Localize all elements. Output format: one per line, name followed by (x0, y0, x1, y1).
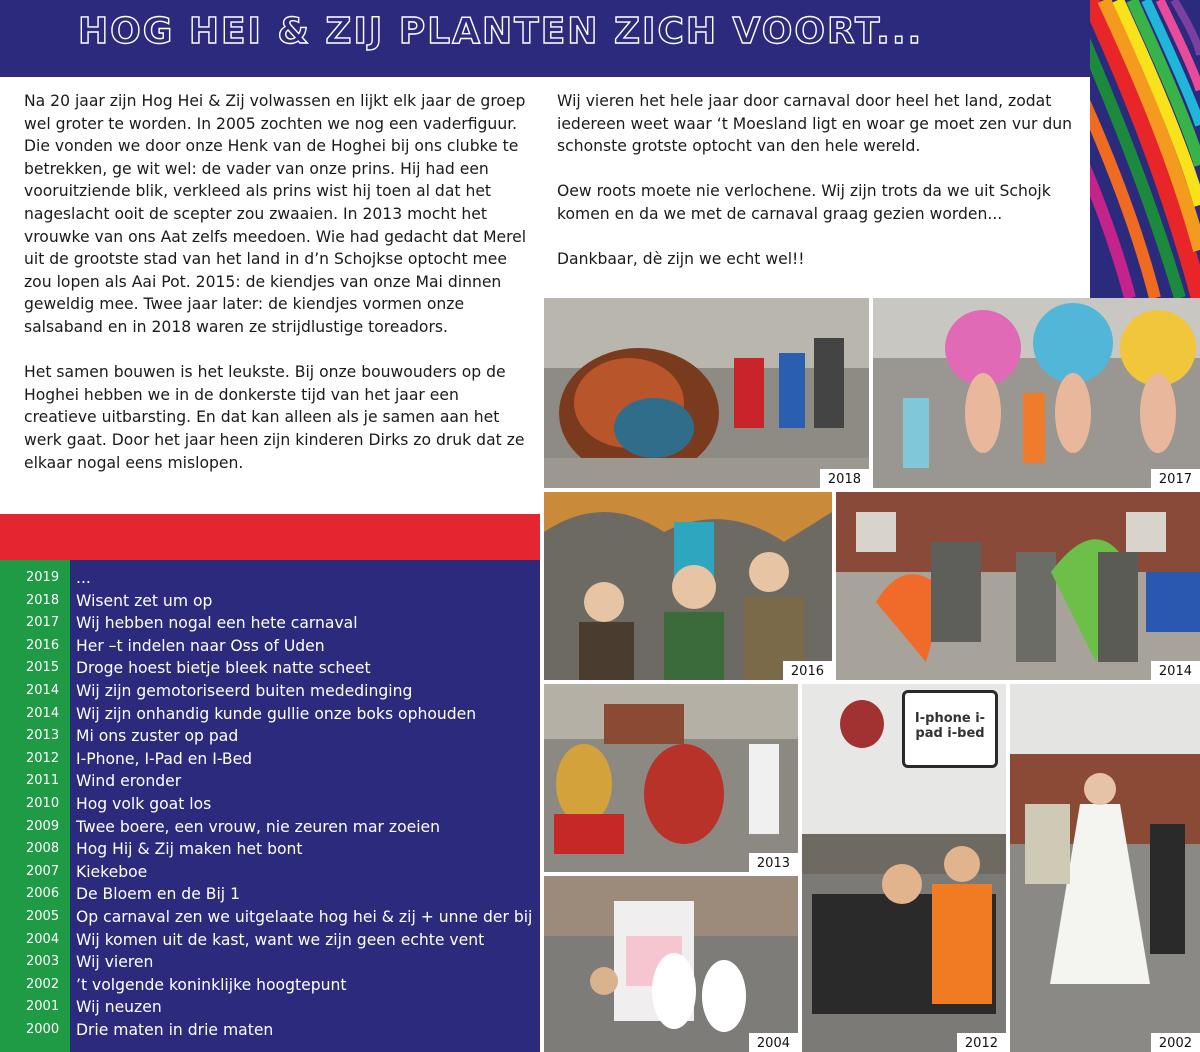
timeline-year: 2004 (26, 931, 60, 947)
photo-2012 (802, 684, 1006, 1052)
timeline-year: 2005 (26, 908, 60, 924)
intro-paragraph-1: Na 20 jaar zijn Hog Hei & Zij volwassen en lijkt elk jaar de groep wel groter te worden. In 2005 zochten we nog een vaderfiguur. Die vonden we door onze Henk van de Hoghei bij ons clubke te betrekken, ge wit wel: de vader van onze prins. Hij had een vooruitziende blik, verkleed als prins wist hij toen al dat het nageslacht ooit de scepter zou zwaaien. In 2013 mocht het vrouwke van ons Aat zelfs meedoen. Wie had gedacht dat Merel uit de grootste stad van het land in d’n Schojkse optocht mee zou lopen als Aai Pot. 2015: de kiendjes van onze Mai dinnen geweldig mee. Twee jaar later: de kiendjes vormen onze salsaband en in 2018 waren ze strijdlustige toreadors. (24, 92, 527, 336)
timeline-theme: I-Phone, I-Pad en I-Bed (76, 749, 253, 768)
timeline-year: 2018 (26, 592, 60, 608)
timeline-item (0, 680, 540, 703)
timeline-item (0, 929, 540, 952)
timeline-theme: De Bloem en de Bij 1 (76, 885, 240, 904)
timeline-year: 2007 (26, 863, 60, 879)
timeline-year: 2014 (26, 682, 60, 698)
photo-year-label: 2017 (1151, 469, 1200, 488)
timeline-item (0, 770, 540, 793)
timeline-theme: Hog volk goat los (76, 794, 212, 813)
intro-text-right (557, 90, 1077, 293)
photo-2014 (836, 492, 1200, 680)
photo-year-label: 2002 (1151, 1033, 1200, 1052)
timeline-year: 2008 (26, 841, 60, 857)
i-bed-sign (902, 690, 998, 768)
timeline-item (0, 951, 540, 974)
timeline-item (0, 612, 540, 635)
timeline-year: 2015 (26, 660, 60, 676)
timeline-item (0, 906, 540, 929)
theme-timeline (0, 567, 540, 1041)
timeline-theme: Mi ons zuster op pad (76, 727, 239, 746)
timeline-theme: Wij neuzen (76, 998, 162, 1017)
timeline-item (0, 748, 540, 771)
timeline-year: 2016 (26, 637, 60, 653)
timeline-year: 2001 (26, 999, 60, 1015)
timeline-year: 2019 (26, 570, 60, 585)
red-accent-band (0, 514, 540, 560)
rainbow-stripes-decoration (1090, 0, 1200, 298)
photo-2004 (544, 876, 798, 1052)
timeline-theme: Twee boere, een vrouw, nie zeuren mar zoeien (76, 817, 441, 836)
right-paragraph-2: Oew roots moete nie verlochene. Wij zijn trots da we uit Schojk komen en da we met de carnaval graag gezien worden... (557, 182, 1051, 223)
timeline-item (0, 657, 540, 680)
timeline-year: 2017 (26, 615, 60, 631)
timeline-theme: Drie maten in drie maten (76, 1020, 274, 1039)
page-title: HOG HEI & ZIJ PLANTEN ZICH VOORT... (78, 11, 924, 52)
timeline-theme: Hog Hij & Zij maken het bont (76, 840, 303, 859)
timeline-theme: Wisent zet um op (76, 591, 213, 610)
timeline-year: 2002 (26, 976, 60, 992)
sign-text: I-phone i-pad i-bed (914, 711, 986, 741)
timeline-theme: Wind eronder (76, 772, 182, 791)
timeline-year: 2012 (26, 750, 60, 766)
timeline-theme: Wij zijn onhandig kunde gullie onze boks ophouden (76, 704, 477, 723)
timeline-year: 2003 (26, 954, 60, 970)
timeline-year: 2009 (26, 818, 60, 834)
timeline-theme: Wij vieren (76, 953, 154, 972)
timeline-item (0, 838, 540, 861)
timeline-item (0, 1019, 540, 1042)
timeline-item (0, 793, 540, 816)
timeline-item (0, 567, 540, 590)
timeline-year: 2011 (26, 773, 60, 789)
photo-2017 (873, 298, 1200, 488)
timeline-theme: ’t volgende koninklijke hoogtepunt (76, 975, 347, 994)
intro-paragraph-2: Het samen bouwen is het leukste. Bij onze bouwouders op de Hoghei hebben we in de donkerste tijd van het jaar een creatieve uitbarsting. En dat kan alleen als je samen aan het werk gaat. Door het jaar heen zijn kinderen Dirks zo druk dat ze elkaar nogal eens mislopen. (24, 363, 525, 472)
timeline-theme: Wij hebben nogal een hete carnaval (76, 614, 358, 633)
header-banner (0, 0, 1090, 77)
photo-year-label: 2013 (749, 853, 798, 872)
photo-year-label: 2012 (957, 1033, 1006, 1052)
photo-year-label: 2014 (1151, 661, 1200, 680)
photo-2018 (544, 298, 869, 488)
right-paragraph-1: Wij vieren het hele jaar door carnaval door heel het land, zodat iedereen weet waar ‘t Moesland ligt en woar ge moet zen vur dun schonste grotste optocht van den hele wereld. (557, 92, 1073, 156)
timeline-year: 2010 (26, 795, 60, 811)
timeline-year: 2006 (26, 886, 60, 902)
timeline-theme: Op carnaval zen we uitgelaate hog hei & zij + unne der bij (76, 907, 533, 926)
timeline-theme: Her –t indelen naar Oss of Uden (76, 636, 325, 655)
timeline-item (0, 861, 540, 884)
timeline-item (0, 996, 540, 1019)
timeline-year: 2000 (26, 1021, 60, 1037)
timeline-item (0, 816, 540, 839)
photo-2013 (544, 684, 798, 872)
intro-text-left (24, 90, 534, 497)
timeline-theme: ... (76, 569, 91, 587)
timeline-theme: Wij zijn gemotoriseerd buiten mededinging (76, 681, 413, 700)
timeline-theme: Wij komen uit de kast, want we zijn geen echte vent (76, 930, 485, 949)
photo-year-label: 2004 (749, 1033, 798, 1052)
timeline-item (0, 703, 540, 726)
timeline-theme: Droge hoest bietje bleek natte scheet (76, 659, 371, 678)
timeline-item (0, 725, 540, 748)
timeline-item (0, 883, 540, 906)
photo-year-label: 2018 (820, 469, 869, 488)
timeline-item (0, 635, 540, 658)
timeline-item (0, 974, 540, 997)
timeline-year: 2014 (26, 705, 60, 721)
right-paragraph-3: Dankbaar, dè zijn we echt wel!! (557, 250, 805, 269)
photo-2016 (544, 492, 832, 680)
timeline-item (0, 590, 540, 613)
timeline-year: 2013 (26, 728, 60, 744)
photo-2002 (1010, 684, 1200, 1052)
photo-year-label: 2016 (783, 661, 832, 680)
timeline-theme: Kiekeboe (76, 862, 148, 881)
